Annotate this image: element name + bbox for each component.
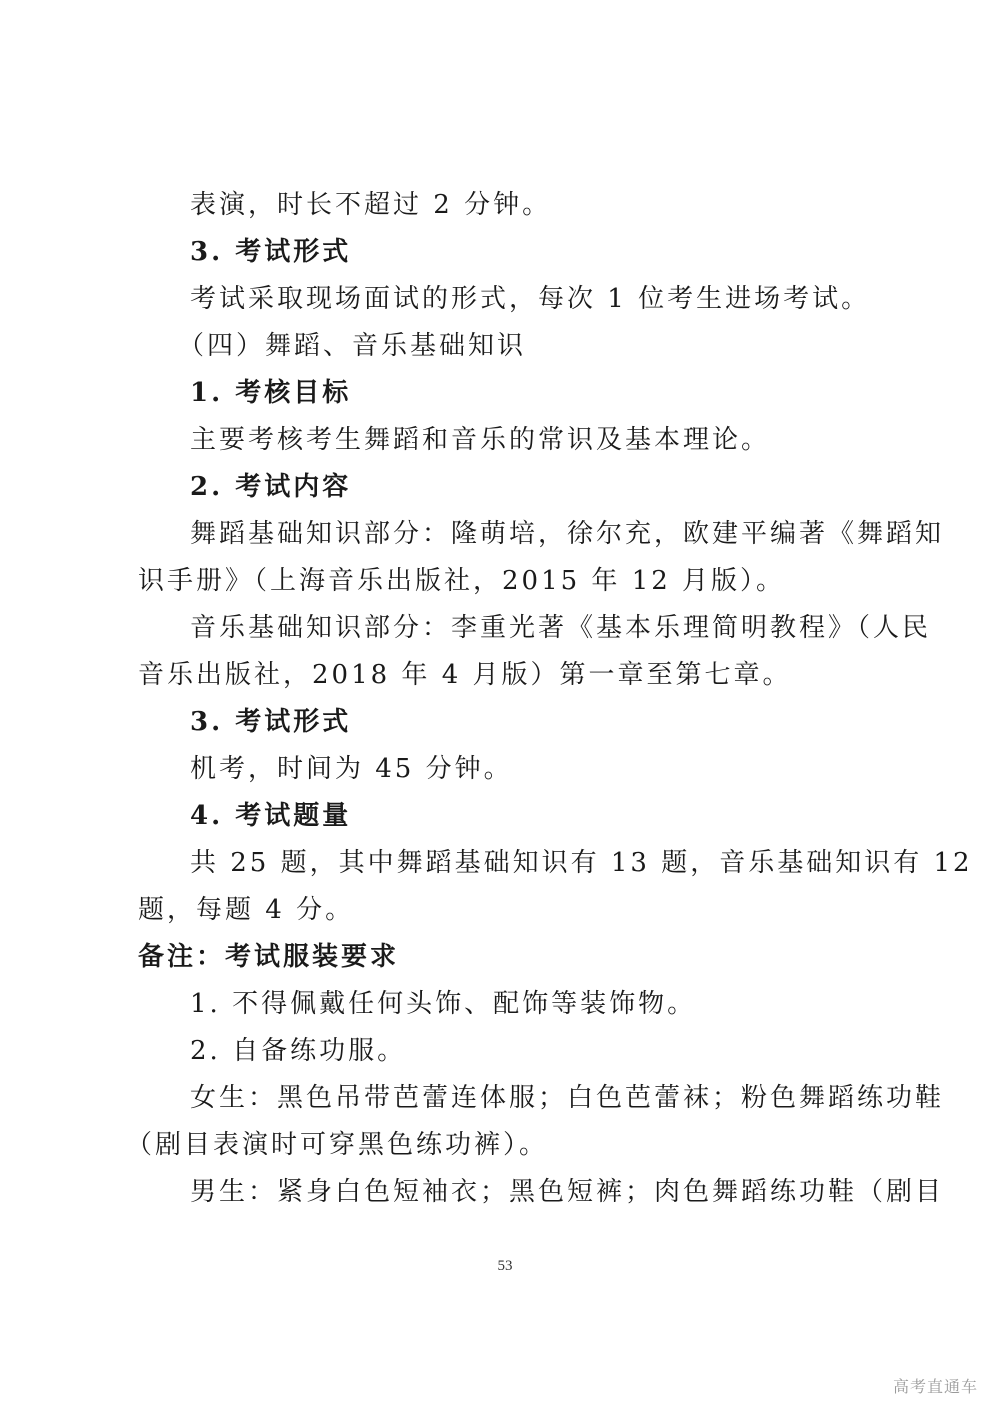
section-heading: 4. 考试题量 <box>190 801 352 831</box>
page-number: 53 <box>497 1258 513 1274</box>
text-line: 音乐基础知识部分：李重光著《基本乐理简明教程》（人民 <box>190 613 932 643</box>
text-line: 共 25 题，其中舞蹈基础知识有 13 题，音乐基础知识有 12 <box>190 848 973 878</box>
note-heading: 备注：考试服装要求 <box>138 942 400 972</box>
watermark: 高考直通车 <box>892 1377 978 1396</box>
text-line: 舞蹈基础知识部分：隆萌培，徐尔充，欧建平编著《舞蹈知 <box>190 519 945 549</box>
text-line: 考试采取现场面试的形式，每次 1 位考生进场考试。 <box>190 284 871 314</box>
section-heading: 3. 考试形式 <box>190 707 352 737</box>
list-item: 2. 自备练功服。 <box>190 1036 407 1066</box>
text-line: 表演，时长不超过 2 分钟。 <box>190 190 552 220</box>
text-line: 男生：紧身白色短袖衣；黑色短裤；肉色舞蹈练功鞋（剧目 <box>190 1177 945 1207</box>
text-line: 音乐出版社，2018 年 4 月版）第一章至第七章。 <box>138 660 792 690</box>
text-line: 识手册》（上海音乐出版社，2015 年 12 月版）。 <box>138 566 786 596</box>
text-line: （剧目表演时可穿黑色练功裤）。 <box>126 1130 549 1160</box>
section-heading: 3. 考试形式 <box>190 237 352 267</box>
text-line: 机考，时间为 45 分钟。 <box>190 754 513 784</box>
list-item: 1. 不得佩戴任何头饰、配饰等装饰物。 <box>190 989 697 1019</box>
section-heading: 2. 考试内容 <box>190 472 352 502</box>
text-line: 主要考核考生舞蹈和音乐的常识及基本理论。 <box>190 425 771 455</box>
text-line: 女生：黑色吊带芭蕾连体服；白色芭蕾袜；粉色舞蹈练功鞋 <box>190 1083 945 1113</box>
text-line: 题，每题 4 分。 <box>138 895 355 925</box>
section-heading: 1. 考核目标 <box>190 378 352 408</box>
section-heading: （四）舞蹈、音乐基础知识 <box>178 331 527 361</box>
